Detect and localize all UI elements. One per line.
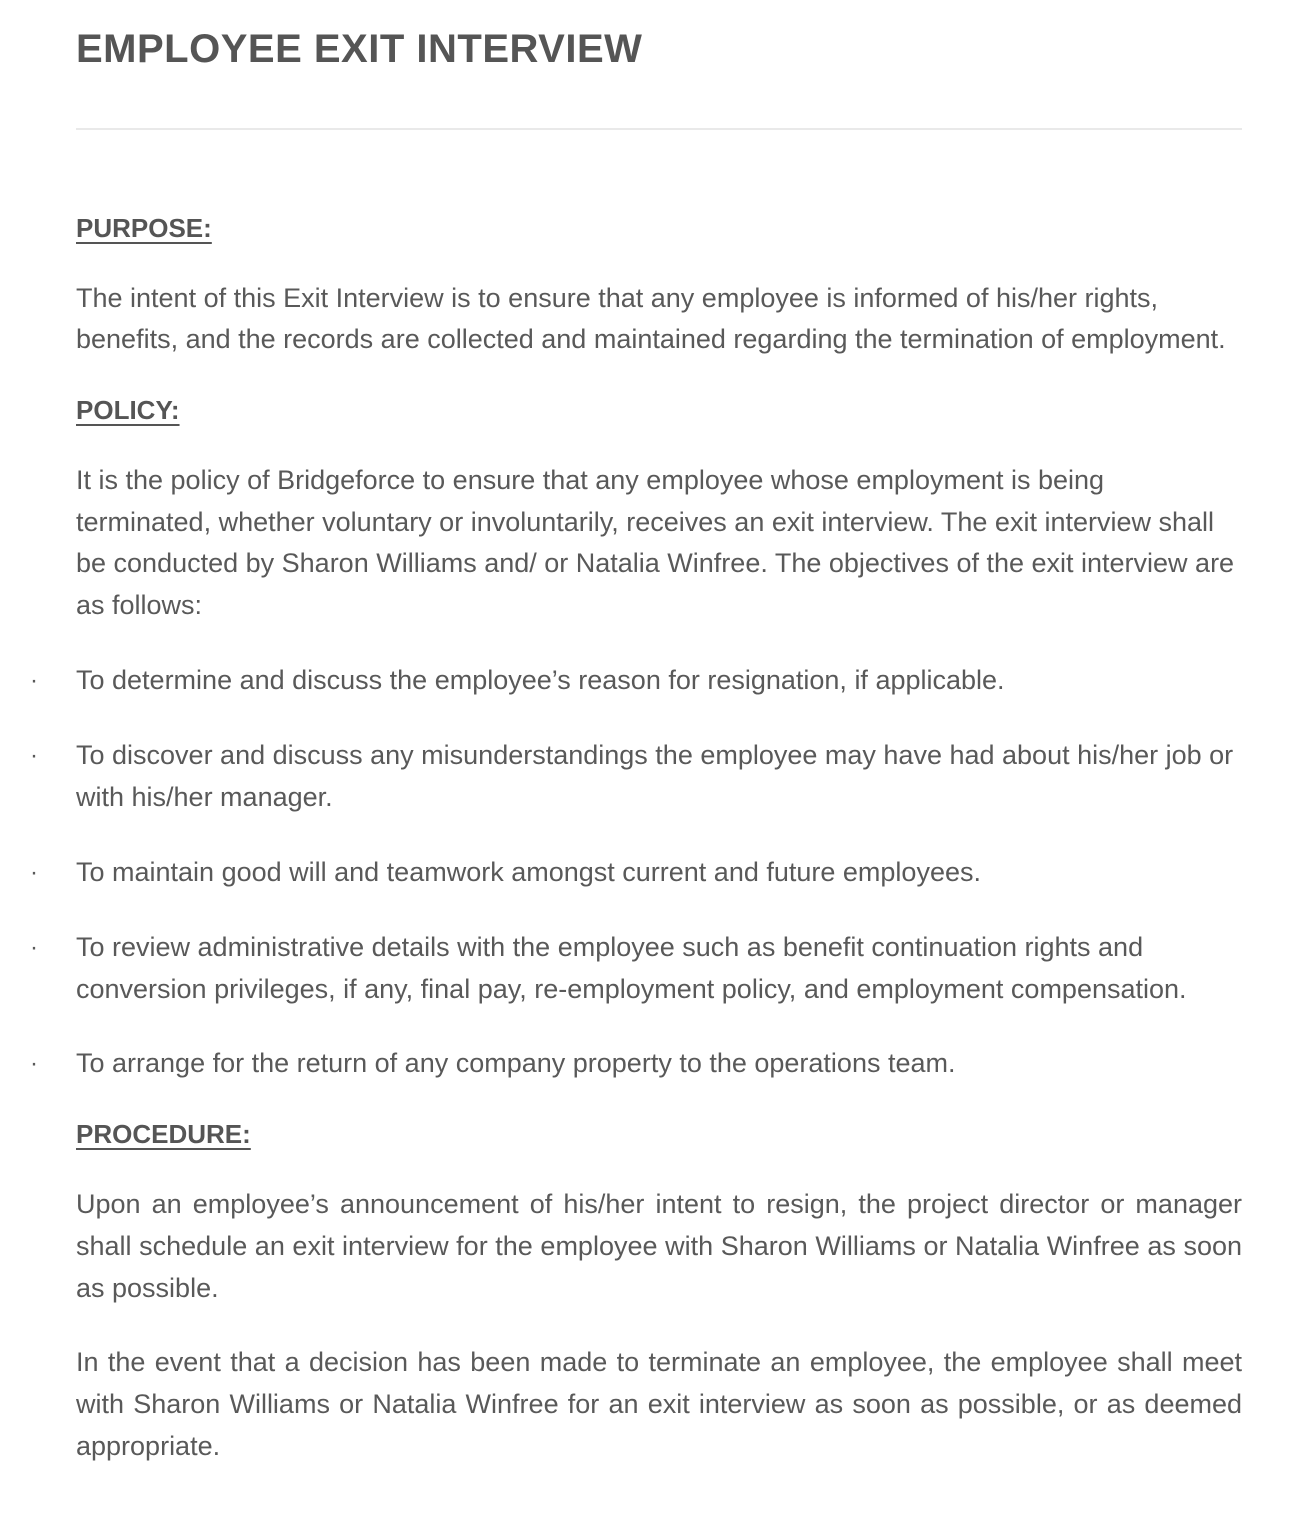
bullet-text: To review administrative details with the employee such as benefit continuation rights and conversion privileges, if any, final pay, re-employment policy, and employment compensation.: [76, 931, 1187, 1004]
policy-bullet-list: [30, 660, 1242, 1085]
bullet-dot-icon: ·: [30, 1050, 38, 1078]
list-item: [30, 735, 1242, 819]
list-item: [30, 927, 1242, 1011]
bullet-text: To discover and discuss any misunderstandings the employee may have had about his/her job or with his/her manager.: [76, 740, 1234, 812]
bullet-dot-icon: ·: [30, 742, 38, 770]
procedure-paragraph-2: In the event that a decision has been made to terminate an employee, the employee shall meet with Sharon Williams or Natalia Winfree for an exit interview as soon as possible, or as deemed appropriate.: [76, 1347, 1242, 1462]
title-divider: [76, 128, 1242, 130]
bullet-text: To maintain good will and teamwork amongst current and future employees.: [76, 856, 981, 887]
list-item: [30, 660, 1242, 702]
section-heading-procedure: [76, 1118, 1242, 1151]
procedure-paragraph-1: Upon an employee’s announcement of his/her intent to resign, the project director or manager shall schedule an exit interview for the employee with Sharon Williams or Natalia Winfree as soon as possible.: [76, 1188, 1242, 1303]
policy-heading-text: POLICY:: [76, 395, 180, 426]
page-title: EMPLOYEE EXIT INTERVIEW: [76, 27, 643, 71]
purpose-paragraph: The intent of this Exit Interview is to ensure that any employee is informed of his/her rights, benefits, and the records are collected and maintained regarding the termination of employment.: [76, 282, 1226, 355]
bullet-dot-icon: ·: [30, 858, 38, 886]
list-item: [30, 852, 1242, 894]
bullet-dot-icon: ·: [30, 667, 38, 695]
policy-paragraph: It is the policy of Bridgeforce to ensure that any employee whose employment is being terminated, whether voluntary or involuntarily, receives an exit interview. The exit interview shall be conducted by Sharon Williams and/ or Natalia Winfree. The objectives of the exit interview are as follows:: [76, 464, 1235, 621]
bullet-text: To arrange for the return of any company property to the operations team.: [76, 1048, 956, 1079]
bullet-dot-icon: ·: [30, 933, 38, 961]
bullet-text: To determine and discuss the employee’s reason for resignation, if applicable.: [76, 665, 1005, 696]
section-heading-policy: [76, 394, 1242, 427]
section-heading-purpose: [76, 212, 1242, 245]
purpose-heading-text: PURPOSE:: [76, 213, 212, 243]
list-item: [30, 1043, 1242, 1085]
procedure-heading-text: PROCEDURE:: [76, 1119, 251, 1150]
